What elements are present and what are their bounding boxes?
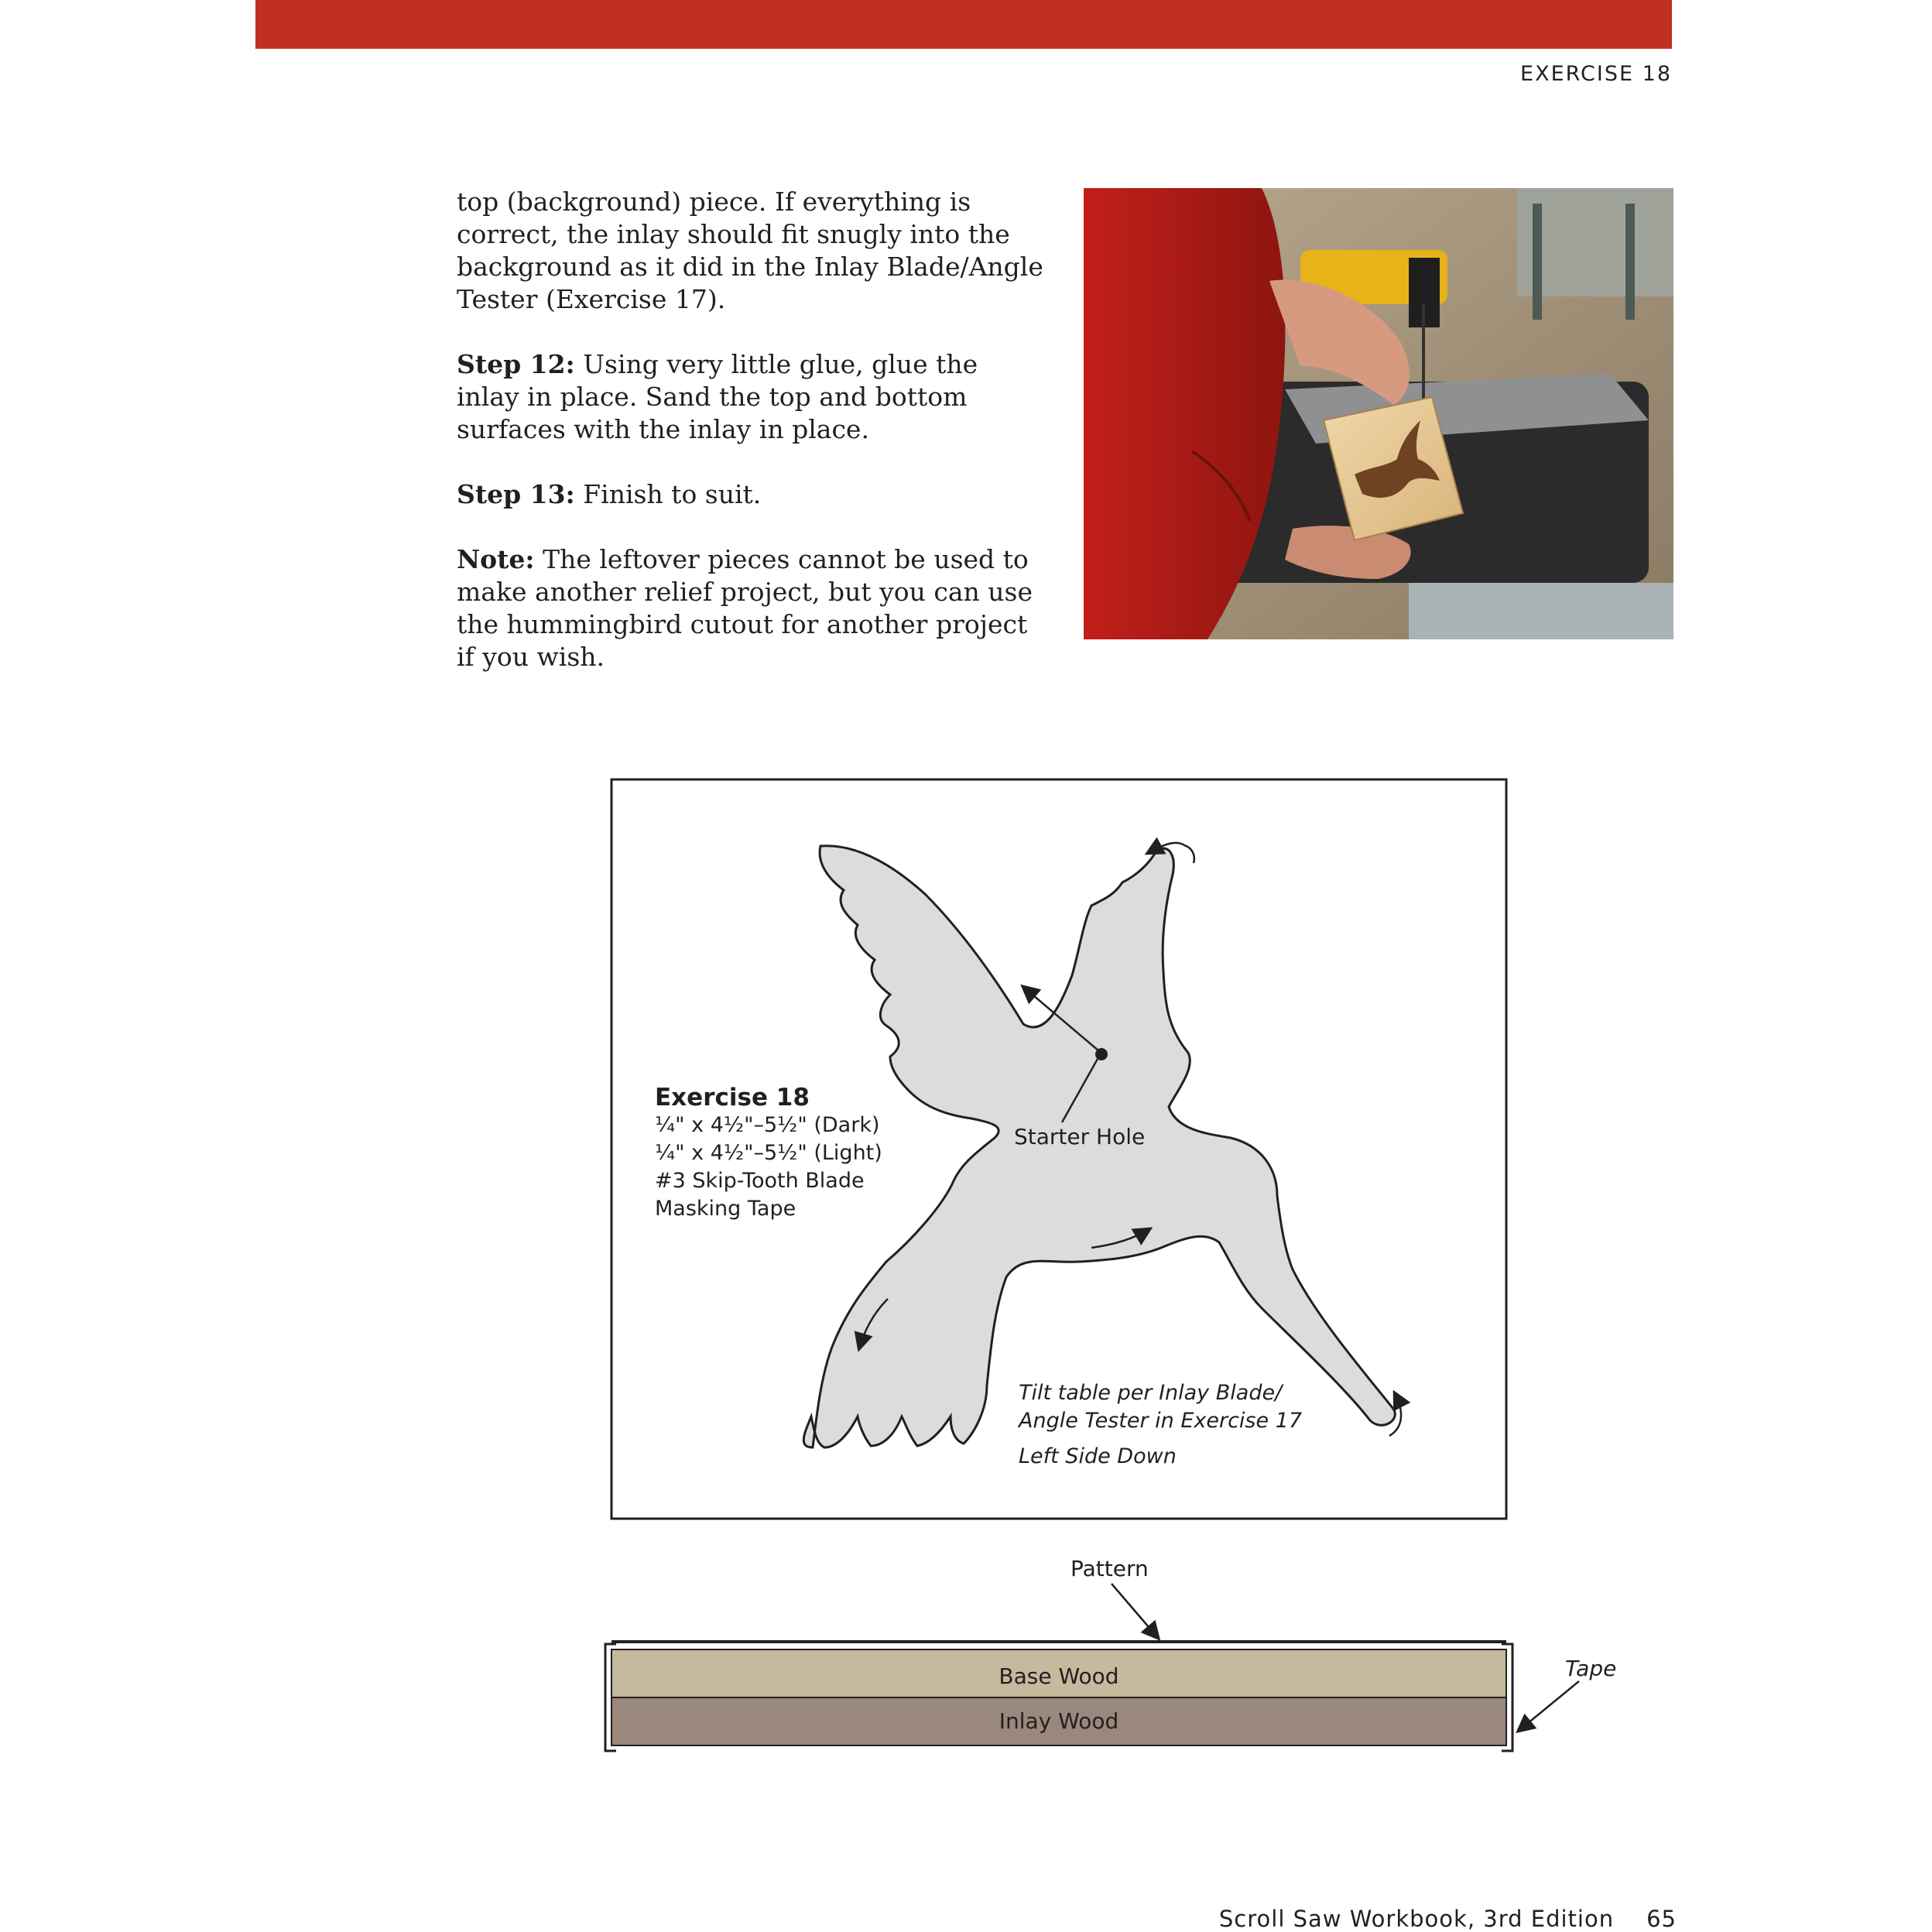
step-13-text: Finish to suit. <box>574 479 762 509</box>
note-lead: Note: <box>457 544 535 574</box>
tape-leader-arrow <box>1519 1681 1579 1731</box>
paragraph-continuation: top (background) piece. If everything is correct, the inlay should fit snugly into the background as it did in the Inlay Blade/Angle Tester (Exercise 17). <box>457 187 1043 314</box>
starter-hole-label: Starter Hole <box>1014 1124 1146 1149</box>
step-13-lead: Step 13: <box>457 479 575 509</box>
book-title: Scroll Saw Workbook, 3rd Edition <box>1218 1906 1615 1932</box>
material-blade: #3 Skip-Tooth Blade <box>655 1169 865 1193</box>
pattern-title: Exercise 18 <box>655 1084 810 1112</box>
tilt-note-line3: Left Side Down <box>1019 1444 1177 1468</box>
tilt-note-line2: Angle Tester in Exercise 17 <box>1019 1409 1303 1433</box>
material-light: ¼" x 4½"–5½" (Light) <box>655 1141 882 1165</box>
base-wood-label: Base Wood <box>999 1663 1119 1689</box>
step-12-lead: Step 12: <box>457 349 575 379</box>
pattern-leader-arrow <box>1112 1584 1158 1638</box>
pattern-label: Pattern <box>1070 1556 1149 1581</box>
page-number: 65 <box>1646 1906 1677 1932</box>
material-dark: ¼" x 4½"–5½" (Dark) <box>655 1113 880 1137</box>
tilt-note-line1: Tilt table per Inlay Blade/ <box>1019 1381 1283 1405</box>
running-head: EXERCISE 18 <box>1520 62 1672 86</box>
step-12-text: Using very little glue, glue the inlay in place. Sand the top and bottom surfaces with the inlay in place. <box>457 349 978 444</box>
page-footer <box>1219 1906 1677 1932</box>
inlay-wood-label: Inlay Wood <box>999 1708 1119 1734</box>
note-text: The leftover pieces cannot be used to make another relief project, but you can use the hummingbird cutout for another project if you wish. <box>457 544 1033 672</box>
tape-label: Tape <box>1565 1656 1617 1681</box>
material-tape: Masking Tape <box>655 1197 796 1221</box>
